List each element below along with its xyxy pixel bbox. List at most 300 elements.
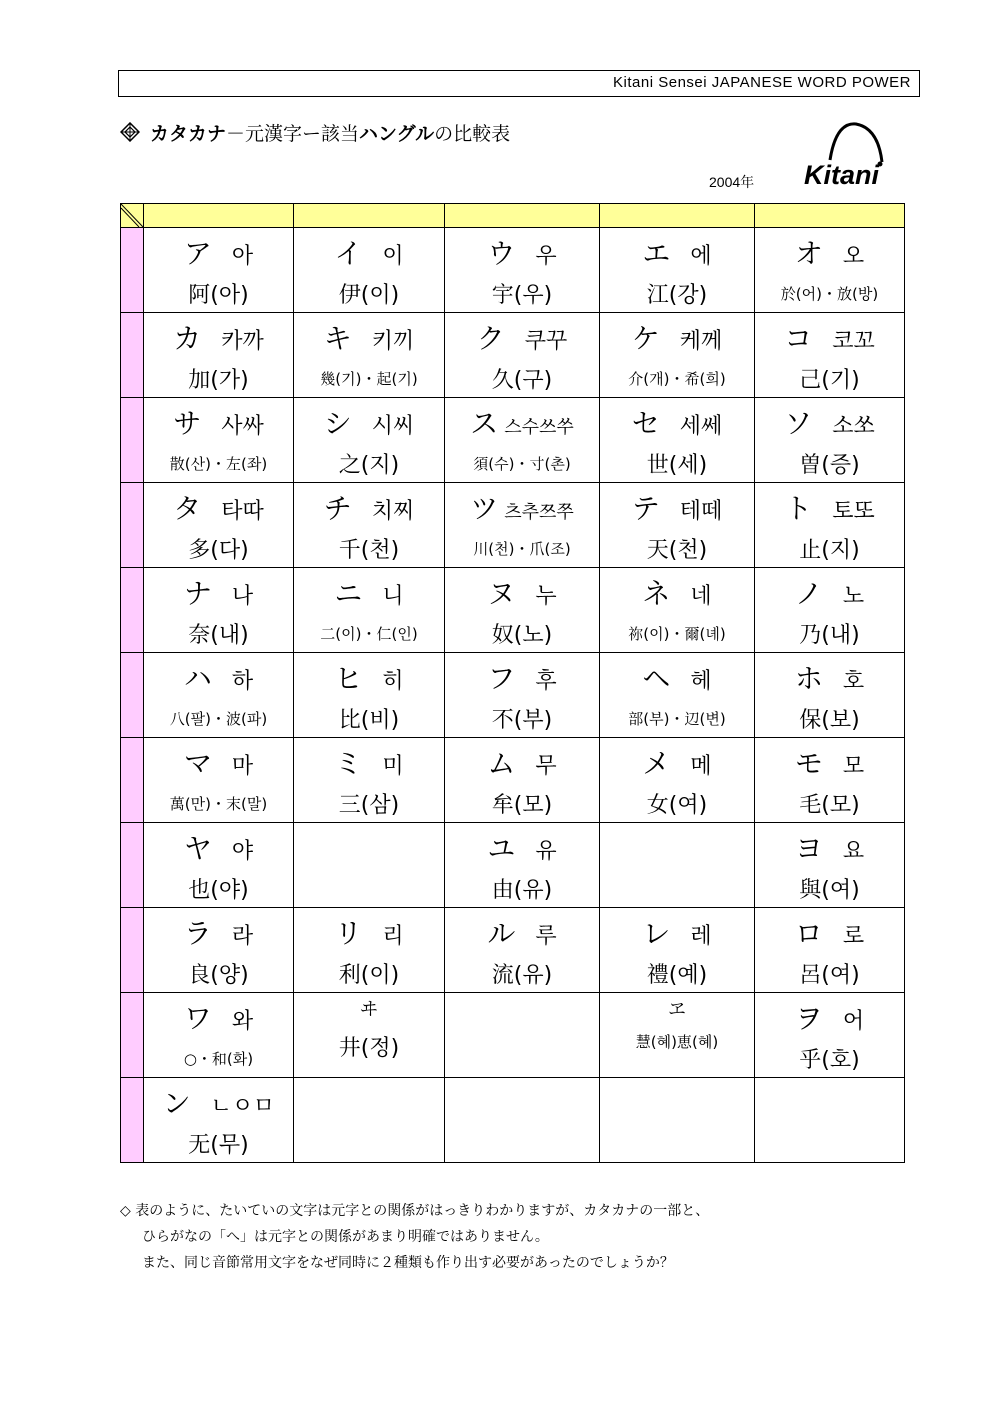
kana-cell xyxy=(144,398,294,483)
kana-cell-content xyxy=(445,993,599,1077)
kana-cell-content xyxy=(294,483,444,567)
kana-cell-content xyxy=(144,228,293,312)
kana-pair xyxy=(144,997,293,1037)
source-kanji: 禮(예) xyxy=(646,963,708,988)
katakana-char: ア xyxy=(183,237,212,270)
kana-cell xyxy=(600,993,755,1078)
kana-cell-content xyxy=(144,738,293,822)
hangul-reading: 무 xyxy=(535,754,557,779)
kana-cell-content xyxy=(294,908,444,992)
kitani-logo xyxy=(800,120,888,190)
katakana-char: ス xyxy=(470,407,499,440)
kana-pair xyxy=(445,827,599,867)
kana-pair xyxy=(600,487,754,527)
kana-cell xyxy=(144,228,294,313)
comparison-table xyxy=(120,203,905,1163)
header-box xyxy=(118,70,920,97)
katakana-char: リ xyxy=(334,917,363,950)
source-kanji: 世(세) xyxy=(646,453,708,478)
kana-pair xyxy=(755,317,904,357)
hangul-reading: 메 xyxy=(690,754,712,779)
hangul-reading: 키끼 xyxy=(371,329,415,354)
kana-pair xyxy=(755,827,904,867)
kana-cell-content xyxy=(755,228,904,312)
source-kanji: 江(강) xyxy=(646,283,708,308)
kana-pair xyxy=(600,317,754,357)
kana-cell xyxy=(600,823,755,908)
kana-pair xyxy=(294,572,444,612)
hangul-reading: 테떼 xyxy=(679,499,723,524)
katakana-char: ロ xyxy=(794,917,823,950)
row-marker xyxy=(121,823,144,908)
kana-cell-content xyxy=(144,313,293,397)
hangul-reading: 사싸 xyxy=(221,414,264,439)
page-title xyxy=(150,119,510,146)
kana-cell xyxy=(144,313,294,398)
kana-cell-content xyxy=(144,653,293,737)
kana-cell xyxy=(445,738,600,823)
katakana-char: ヒ xyxy=(334,662,363,695)
table-row xyxy=(121,993,905,1078)
source-kanji: 伊(이) xyxy=(338,283,400,308)
row-marker xyxy=(121,908,144,993)
kana-cell xyxy=(294,993,445,1078)
header-cell xyxy=(294,204,445,228)
kana-cell-content xyxy=(600,653,754,737)
kana-cell-content xyxy=(294,1078,444,1162)
katakana-char: レ xyxy=(642,917,671,950)
table-row xyxy=(121,908,905,993)
katakana-char: ラ xyxy=(183,917,212,950)
katakana-char: カ xyxy=(173,322,202,355)
katakana-char: フ xyxy=(487,662,516,695)
hangul-reading: 레 xyxy=(690,924,712,949)
kana-pair xyxy=(144,657,293,697)
kana-pair xyxy=(755,912,904,952)
kana-cell-content xyxy=(294,823,444,907)
kana-pair xyxy=(144,1082,293,1122)
kana-cell-content xyxy=(755,483,904,567)
kana-cell xyxy=(600,483,755,568)
kana-cell xyxy=(755,483,905,568)
kana-cell xyxy=(144,908,294,993)
kana-cell xyxy=(445,313,600,398)
note-line-1: ◇ 表のように、たいていの文字は元字との関係がはっきりわかりますが、カタカナの一部と、 xyxy=(120,1203,710,1219)
kana-cell xyxy=(600,228,755,313)
kana-cell xyxy=(600,1078,755,1163)
katakana-char: チ xyxy=(323,492,352,525)
kana-cell xyxy=(445,823,600,908)
katakana-char: ワ xyxy=(183,1002,212,1035)
katakana-char: ン xyxy=(162,1087,191,1120)
kana-cell-content xyxy=(445,1078,599,1162)
source-kanji: 慧(혜)恵(혜) xyxy=(635,1033,719,1051)
hangul-reading: 미 xyxy=(382,754,404,779)
kana-cell xyxy=(600,398,755,483)
katakana-char: ホ xyxy=(794,662,823,695)
kana-pair xyxy=(600,995,754,1021)
header-cell xyxy=(755,204,905,228)
katakana-char: ヨ xyxy=(794,832,823,865)
hangul-reading: 야 xyxy=(231,839,254,864)
source-kanji: 毛(모) xyxy=(799,793,860,818)
katakana-char: ネ xyxy=(642,577,671,610)
kana-pair xyxy=(445,657,599,697)
table-row xyxy=(121,1078,905,1163)
katakana-char: ハ xyxy=(183,662,212,695)
hangul-reading: 타따 xyxy=(221,499,264,524)
kana-pair xyxy=(600,742,754,782)
source-kanji: 千(천) xyxy=(338,538,400,563)
kana-cell-content xyxy=(600,483,754,567)
diagonal-line-icon xyxy=(121,204,143,227)
kana-pair xyxy=(755,997,904,1037)
kana-pair xyxy=(294,742,444,782)
kana-cell xyxy=(294,313,445,398)
kana-cell xyxy=(445,568,600,653)
katakana-char: メ xyxy=(642,747,671,780)
kana-pair xyxy=(144,317,293,357)
header-cell xyxy=(600,204,755,228)
row-marker xyxy=(121,1078,144,1163)
source-kanji: 與(여) xyxy=(799,878,860,903)
kana-cell xyxy=(294,738,445,823)
katakana-char: シ xyxy=(323,407,352,440)
source-kanji: ○・和(화) xyxy=(183,1050,254,1068)
kana-cell-content xyxy=(600,228,754,312)
hangul-reading: 스수쓰쑤 xyxy=(504,417,574,438)
hangul-reading: 헤 xyxy=(690,669,712,694)
table-row xyxy=(121,738,905,823)
katakana-char: ル xyxy=(487,917,516,950)
kana-pair xyxy=(144,572,293,612)
katakana-char: ヤ xyxy=(183,832,212,865)
kana-cell-content xyxy=(600,313,754,397)
kana-cell xyxy=(755,908,905,993)
katakana-char: ク xyxy=(476,322,505,355)
row-marker xyxy=(121,483,144,568)
table-row xyxy=(121,398,905,483)
hangul-reading: 마 xyxy=(231,754,254,779)
kana-cell xyxy=(294,398,445,483)
kana-cell xyxy=(294,653,445,738)
kana-cell-content xyxy=(294,313,444,397)
kana-cell-content xyxy=(445,823,599,907)
kana-cell xyxy=(294,228,445,313)
kana-cell-content xyxy=(445,398,599,482)
kana-pair xyxy=(445,317,599,357)
katakana-char: ヲ xyxy=(794,1002,823,1035)
katakana-char: ナ xyxy=(183,577,212,610)
kana-cell-content xyxy=(144,823,293,907)
kana-pair xyxy=(294,995,444,1021)
kana-cell-content xyxy=(600,823,754,907)
kana-cell-content xyxy=(445,313,599,397)
kana-pair xyxy=(294,317,444,357)
kana-cell xyxy=(755,653,905,738)
kana-pair xyxy=(445,742,599,782)
kana-pair xyxy=(755,402,904,442)
kana-cell-content xyxy=(445,483,599,567)
kana-cell xyxy=(445,398,600,483)
hangul-reading: 쿠꾸 xyxy=(524,329,568,354)
kana-cell-content xyxy=(445,228,599,312)
kana-pair xyxy=(144,487,293,527)
table-row xyxy=(121,568,905,653)
source-kanji: 保(보) xyxy=(799,708,860,733)
kana-cell xyxy=(755,228,905,313)
kana-pair xyxy=(445,402,599,442)
kana-pair xyxy=(144,827,293,867)
source-kanji: 奈(내) xyxy=(188,623,249,648)
kana-cell-content xyxy=(294,738,444,822)
hangul-reading: 치찌 xyxy=(371,499,415,524)
kana-pair xyxy=(600,912,754,952)
kana-pair xyxy=(755,572,904,612)
hangul-reading: 케께 xyxy=(679,329,723,354)
kana-cell xyxy=(144,738,294,823)
source-kanji: 幾(기)・起(기) xyxy=(320,370,418,388)
title-part-middle: －元漢字ー該当 xyxy=(226,122,360,145)
source-kanji: 牟(모) xyxy=(491,793,553,818)
katakana-char: コ xyxy=(784,322,813,355)
kana-cell xyxy=(294,1078,445,1163)
source-kanji: 之(지) xyxy=(338,453,400,478)
hangul-reading: ㄴㅇㅁ xyxy=(210,1094,275,1119)
hangul-reading: 카까 xyxy=(221,329,264,354)
kana-pair xyxy=(144,742,293,782)
kana-cell xyxy=(445,993,600,1078)
kana-cell xyxy=(755,568,905,653)
kana-cell-content xyxy=(445,568,599,652)
katakana-char: キ xyxy=(323,322,352,355)
katakana-char: セ xyxy=(631,407,660,440)
diamond-bullet-icon xyxy=(120,122,140,142)
kana-pair xyxy=(600,232,754,272)
katakana-char: マ xyxy=(183,747,212,780)
katakana-char: ノ xyxy=(794,577,823,610)
source-kanji: 己(기) xyxy=(799,368,860,393)
hangul-reading: 어 xyxy=(842,1009,865,1034)
source-kanji: 三(삼) xyxy=(338,793,400,818)
source-kanji: 天(천) xyxy=(646,538,708,563)
katakana-char: ユ xyxy=(487,832,516,865)
header-cell xyxy=(144,204,294,228)
katakana-char: モ xyxy=(794,747,823,780)
kana-cell-content xyxy=(445,908,599,992)
title-part-end: の比較表 xyxy=(434,122,511,145)
hangul-reading: 나 xyxy=(231,584,254,609)
source-kanji: 八(팔)・波(파) xyxy=(169,710,268,728)
kana-cell-content xyxy=(600,1078,754,1162)
katakana-char: ニ xyxy=(334,577,363,610)
notes xyxy=(120,1198,709,1276)
corner-cell xyxy=(121,204,144,228)
kana-cell-content xyxy=(755,738,904,822)
hangul-reading: 우 xyxy=(535,244,557,269)
kana-pair xyxy=(294,402,444,442)
kana-cell-content xyxy=(600,398,754,482)
kana-cell xyxy=(294,908,445,993)
source-kanji: 无(무) xyxy=(188,1133,249,1158)
table-row xyxy=(121,228,905,313)
hangul-reading: 오 xyxy=(842,244,865,269)
kana-cell-content xyxy=(294,568,444,652)
kana-pair xyxy=(144,912,293,952)
kana-pair xyxy=(294,232,444,272)
hangul-reading: 토또 xyxy=(832,499,875,524)
kana-cell-content xyxy=(600,908,754,992)
hangul-reading: 코꼬 xyxy=(832,329,875,354)
source-kanji: 加(가) xyxy=(188,368,249,393)
source-kanji: 祢(이)・爾(녜) xyxy=(628,625,726,643)
source-kanji: 萬(만)・末(말) xyxy=(169,795,268,813)
kana-cell-content xyxy=(755,1078,904,1162)
source-kanji: 止(지) xyxy=(799,538,860,563)
katakana-char: ツ xyxy=(470,492,499,525)
hangul-reading: 리 xyxy=(382,924,404,949)
table-row xyxy=(121,823,905,908)
hangul-reading: 누 xyxy=(535,584,557,609)
kana-cell-content xyxy=(755,313,904,397)
kana-cell xyxy=(144,653,294,738)
kana-cell xyxy=(755,398,905,483)
kana-cell xyxy=(755,823,905,908)
source-kanji: 不(부) xyxy=(491,708,553,733)
kana-cell-content xyxy=(144,908,293,992)
header-cell xyxy=(445,204,600,228)
kana-pair xyxy=(755,232,904,272)
kana-pair xyxy=(600,572,754,612)
kana-pair xyxy=(294,487,444,527)
kana-pair xyxy=(755,657,904,697)
hangul-reading: 소쏘 xyxy=(832,414,875,439)
hangul-reading: 유 xyxy=(535,839,557,864)
source-kanji: 久(구) xyxy=(491,368,553,393)
hangul-reading: 네 xyxy=(690,584,712,609)
note-line-3: また、同じ音節常用文字をなぜ同時に２種類も作り出す必要があったのでしょうか？ xyxy=(142,1255,674,1271)
source-kanji: 奴(노) xyxy=(491,623,553,648)
hangul-reading: 시씨 xyxy=(371,414,415,439)
kana-cell xyxy=(144,823,294,908)
kana-cell xyxy=(294,823,445,908)
row-marker xyxy=(121,313,144,398)
katakana-char: ウ xyxy=(487,237,516,270)
year-label: 2004年 xyxy=(709,174,755,190)
kana-pair xyxy=(755,487,904,527)
source-kanji: 川(천)・爪(조) xyxy=(473,540,571,558)
source-kanji: 須(수)・寸(촌) xyxy=(473,455,571,473)
katakana-char: ヱ xyxy=(668,999,686,1020)
kana-cell xyxy=(755,738,905,823)
hangul-reading: 하 xyxy=(231,669,254,694)
hangul-reading: 세쎄 xyxy=(679,414,723,439)
title-row xyxy=(120,118,510,146)
kana-pair xyxy=(294,912,444,952)
kana-cell xyxy=(144,1078,294,1163)
katakana-char: ヘ xyxy=(642,662,671,695)
hangul-reading: 후 xyxy=(535,669,557,694)
table-row xyxy=(121,653,905,738)
source-kanji: 於(어)・放(방) xyxy=(780,285,879,303)
kana-pair xyxy=(445,572,599,612)
kana-cell-content xyxy=(144,398,293,482)
row-marker xyxy=(121,653,144,738)
kana-cell-content xyxy=(144,568,293,652)
kana-cell-content xyxy=(294,993,444,1077)
table-body xyxy=(121,228,905,1163)
header-title: Kitani Sensei JAPANESE WORD POWER xyxy=(613,74,911,91)
source-kanji: 比(비) xyxy=(338,708,400,733)
kana-cell xyxy=(600,908,755,993)
katakana-char: オ xyxy=(794,237,823,270)
logo-text: Kitani xyxy=(804,160,880,190)
katakana-char: ヰ xyxy=(360,999,378,1020)
kana-cell-content xyxy=(755,398,904,482)
kana-pair xyxy=(445,232,599,272)
katakana-char: ミ xyxy=(334,747,363,780)
source-kanji: 二(이)・仁(인) xyxy=(320,625,418,643)
katakana-char: テ xyxy=(631,492,660,525)
kana-cell xyxy=(600,313,755,398)
katakana-char: イ xyxy=(334,237,363,270)
kana-cell-content xyxy=(144,483,293,567)
kana-cell xyxy=(144,568,294,653)
katakana-char: ヌ xyxy=(487,577,516,610)
kana-cell-content xyxy=(600,568,754,652)
hangul-reading: 니 xyxy=(382,584,404,609)
source-kanji: 介(개)・希(희) xyxy=(628,370,726,388)
kana-cell-content xyxy=(294,228,444,312)
kana-cell xyxy=(445,228,600,313)
kana-cell-content xyxy=(755,993,904,1077)
note-line-2: ひらがなの「へ」は元字との関係があまり明確ではありません。 xyxy=(142,1229,549,1245)
row-marker xyxy=(121,228,144,313)
source-kanji: 散(산)・左(좌) xyxy=(169,455,268,473)
kana-cell xyxy=(600,738,755,823)
hangul-reading: 이 xyxy=(382,244,404,269)
kana-pair xyxy=(755,742,904,782)
kana-cell xyxy=(600,568,755,653)
source-kanji: 流(유) xyxy=(491,963,553,988)
kana-cell-content xyxy=(755,908,904,992)
hangul-reading: 히 xyxy=(382,669,404,694)
katakana-char: タ xyxy=(173,492,202,525)
kana-cell-content xyxy=(755,823,904,907)
kana-pair xyxy=(600,657,754,697)
source-kanji: 呂(여) xyxy=(799,963,860,988)
source-kanji: 井(정) xyxy=(338,1036,400,1061)
kana-cell xyxy=(144,483,294,568)
source-kanji: 多(다) xyxy=(188,538,249,563)
table-header-row xyxy=(121,204,905,228)
row-marker xyxy=(121,568,144,653)
kana-cell xyxy=(755,993,905,1078)
source-kanji: 曽(증) xyxy=(799,453,860,478)
table-row xyxy=(121,313,905,398)
kana-pair xyxy=(600,402,754,442)
kana-cell xyxy=(445,908,600,993)
hangul-reading: 호 xyxy=(842,669,865,694)
kana-cell xyxy=(445,483,600,568)
row-marker xyxy=(121,398,144,483)
katakana-char: サ xyxy=(173,407,202,440)
katakana-char: ケ xyxy=(631,322,660,355)
kana-cell xyxy=(755,1078,905,1163)
source-kanji: 女(여) xyxy=(646,793,708,818)
kana-cell-content xyxy=(600,738,754,822)
source-kanji: 部(부)・辺(변) xyxy=(628,710,726,728)
